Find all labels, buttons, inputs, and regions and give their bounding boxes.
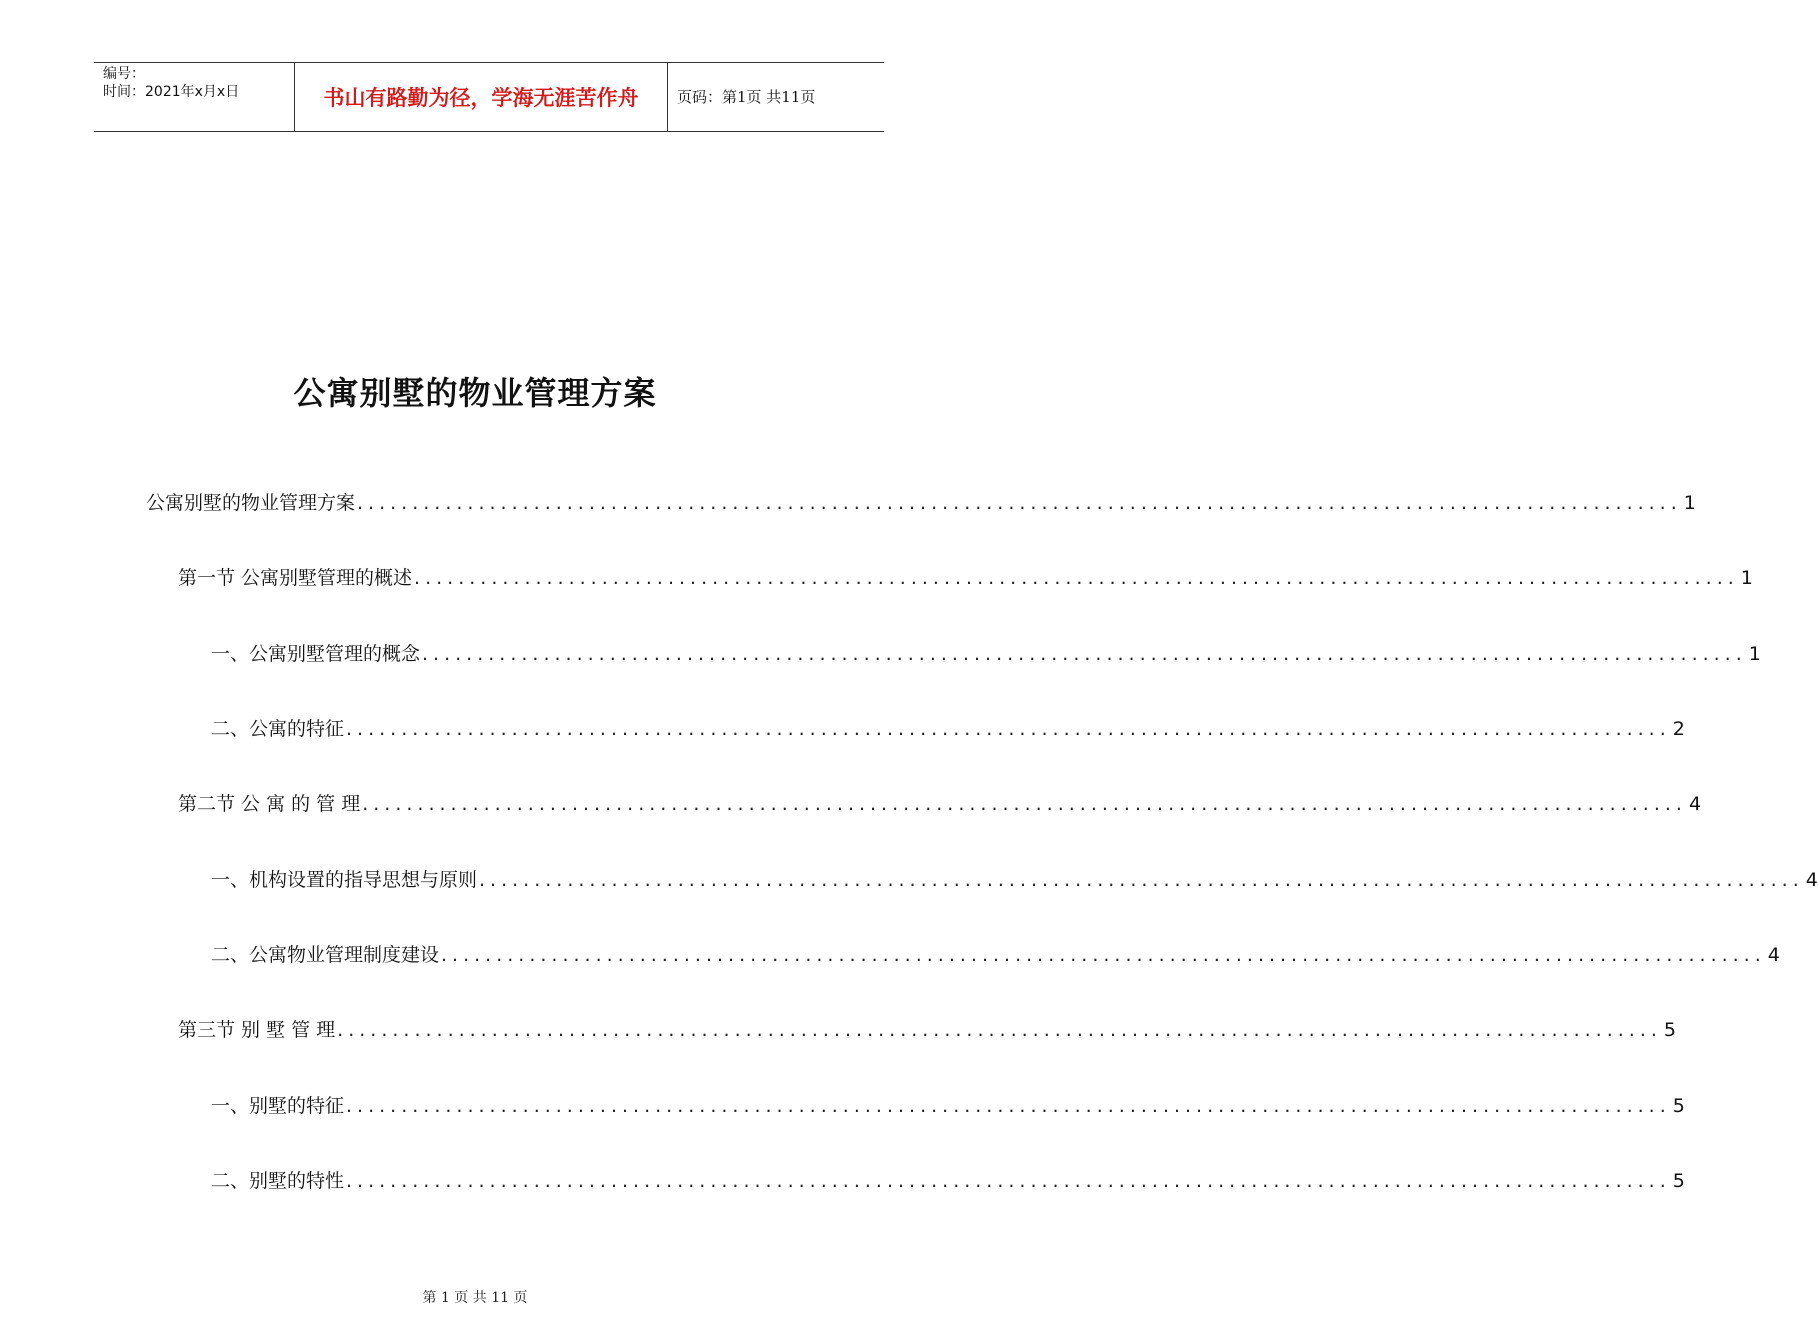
- toc-entry[interactable]: [211, 941, 1780, 969]
- toc-entry-text: 一、公寓别墅管理的概念: [211, 643, 421, 665]
- toc-entry-page: 1: [1740, 567, 1753, 589]
- toc-entry-text: 二、别墅的特性: [211, 1170, 345, 1192]
- toc-entry-text: 二、公寓物业管理制度建设: [211, 944, 440, 966]
- toc-entry-page: 5: [1672, 1170, 1685, 1192]
- time-label: 时间：2021年x月x日: [103, 84, 240, 100]
- header-meta-cell: [94, 63, 294, 131]
- toc-entry-text: 第一节 公寓别墅管理的概述: [178, 567, 413, 589]
- number-label: 编号：: [103, 66, 145, 82]
- page-header: [94, 62, 884, 132]
- page-footer: 第 1 页 共 11 页: [422, 1290, 528, 1306]
- toc-entry[interactable]: [146, 489, 1696, 517]
- toc-leader: ........................................................................................................................: [346, 718, 1671, 740]
- toc-entry-text: 第三节 别 墅 管 理: [178, 1019, 336, 1041]
- toc-entry-text: 一、别墅的特征: [211, 1095, 345, 1117]
- toc-entry-page: 4: [1767, 944, 1780, 966]
- toc-entry[interactable]: [178, 564, 1753, 592]
- toc-leader: ........................................................................................................................: [362, 793, 1687, 815]
- toc-leader: ........................................................................................................................: [414, 567, 1739, 589]
- toc-leader: ........................................................................................................................: [346, 1170, 1671, 1192]
- toc-entry[interactable]: [211, 640, 1761, 668]
- toc-entry-page: 5: [1672, 1095, 1685, 1117]
- toc-entry-page: 5: [1663, 1019, 1677, 1041]
- toc-leader: ........................................................................................................................: [357, 492, 1682, 514]
- toc-entry-text: 二、公寓的特征: [211, 718, 345, 740]
- toc-entry-page: 2: [1672, 718, 1685, 740]
- toc-entry-page: 1: [1683, 492, 1696, 514]
- toc-entry-page: 1: [1748, 643, 1761, 665]
- toc-entry-page: 4: [1688, 793, 1702, 815]
- toc-entry[interactable]: [211, 1092, 1685, 1120]
- toc-entry-text: 第二节 公 寓 的 管 理: [178, 793, 361, 815]
- toc-entry-text: 公寓别墅的物业管理方案: [146, 492, 356, 514]
- toc-leader: ........................................................................................................................: [337, 1019, 1662, 1041]
- header-motto-cell: [294, 63, 668, 131]
- toc-leader: ........................................................................................................................: [422, 643, 1747, 665]
- toc-entry[interactable]: [211, 866, 1818, 894]
- toc-leader: ........................................................................................................................: [479, 869, 1804, 891]
- toc-entry[interactable]: [211, 715, 1685, 743]
- header-page-cell: [667, 63, 884, 131]
- toc-entry[interactable]: [178, 1016, 1677, 1044]
- motto-text: 书山有路勤为径，学海无涯苦作舟: [323, 86, 639, 110]
- header-page-info: 页码：第1页 共11页: [677, 88, 816, 106]
- toc-entry-text: 一、机构设置的指导思想与原则: [211, 869, 478, 891]
- toc-entry[interactable]: [211, 1167, 1685, 1195]
- toc-leader: ........................................................................................................................: [441, 944, 1766, 966]
- toc-leader: ........................................................................................................................: [346, 1095, 1671, 1117]
- toc-entry-page: 4: [1805, 869, 1818, 891]
- toc-entry[interactable]: [178, 790, 1702, 818]
- document-title: 公寓别墅的物业管理方案: [293, 374, 657, 412]
